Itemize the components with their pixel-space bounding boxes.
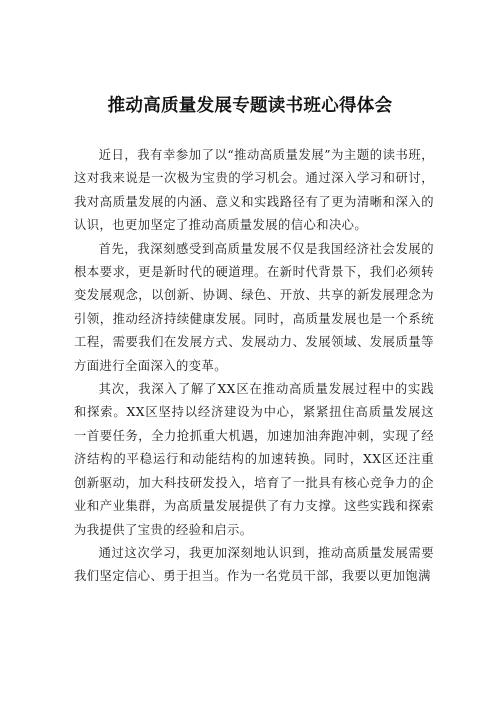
paragraph-3: 其次，我深入了解了XX区在推动高质量发展过程中的实践和探索。XX区坚持以经济建设为中心，紧紧扭住高质量发展这一首要任务，全力抢抓重大机遇，加速加油奔跑冲刺，实现了经济结构的平稳运行和动能结构的加速转换。同时，XX区还注重创新驱动，加大科技研发投入，培育了一批具有核心竞争力的企业和产业集群，为高质量发展提供了有力支撑。这些实践和探索为我提供了宝贵的经验和启示。 [74, 382, 434, 537]
document-body [74, 144, 434, 589]
paragraph-4: 通过这次学习，我更加深刻地认识到，推动高质量发展需要我们坚定信心、勇于担当。作为一名党员干部，我要以更加饱满 [74, 545, 434, 584]
document-title: 推动高质量发展专题读书班心得体会 [107, 96, 393, 116]
paragraph-1: 近日，我有幸参加了以“推动高质量发展”为主题的读书班，这对我来说是一次极为宝贵的学习机会。通过深入学习和研讨，我对高质量发展的内涵、意义和实践路径有了更为清晰和深入的认识，也更加坚定了推动高质量发展的信心和决心。 [74, 148, 434, 233]
paragraph-2: 首先，我深刻感受到高质量发展不仅是我国经济社会发展的根本要求，更是新时代的硬道理。在新时代背景下，我们必须转变发展观念，以创新、协调、绿色、开放、共享的新发展理念为引领，推动经济持续健康发展。同时，高质量发展也是一个系统工程，需要我们在发展方式、发展动力、发展领域、发展质量等方面进行全面深入的变革。 [74, 241, 434, 373]
